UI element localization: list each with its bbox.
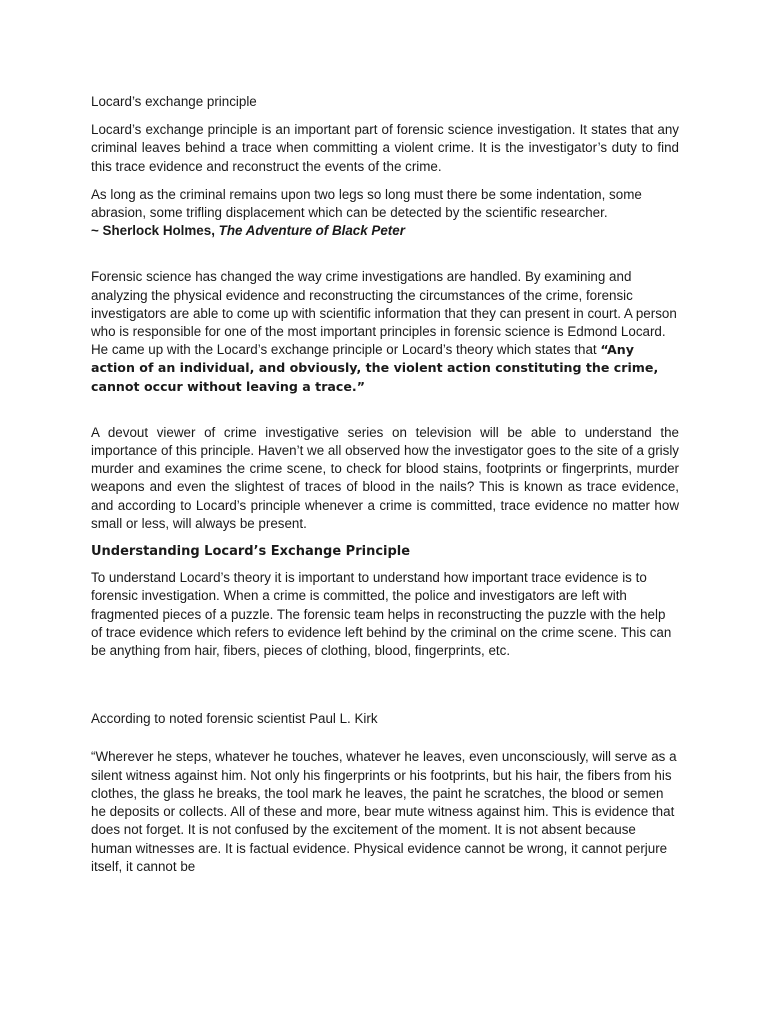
understand-paragraph: To understand Locard’s theory it is important to understand how important trace evidence is to forensic investigation. When a crime is committed, the police and investigators are left with fragmented pieces of a puzzle. The forensic team helps in reconstructing the puzzle with the help of trace evidence which refers to evidence left behind by the criminal on the crime scene. This can be anything from hair, fibers, pieces of clothing, blood, fingerprints, etc.	[91, 570, 672, 659]
document-title: Locard’s exchange principle	[91, 94, 257, 109]
forensic-paragraph-text: Forensic science has changed the way crime investigations are handled. By examining and analyzing the physical evidence and reconstructing the circumstances of the crime, forensic investigators are able to come up with scientific information that they can present in court. A person who is responsible for one of the most important principles in forensic science is Edmond Locard. He came up with the Locard’s exchange principle or Locard’s theory which states that	[91, 269, 677, 358]
kirk-intro: According to noted forensic scientist Paul L. Kirk	[91, 711, 378, 727]
intro-paragraph: Locard’s exchange principle is an important part of forensic science investigation. It states that any criminal leaves behind a trace when committing a violent crime. It is the investigator’s duty to find this trace evidence and reconstruct the events of the crime.	[91, 122, 679, 174]
holmes-attribution	[91, 222, 679, 240]
forensic-paragraph	[91, 268, 679, 395]
section-heading: Understanding Locard’s Exchange Principle	[91, 544, 411, 560]
locard-quote: “Any action of an individual, and obviously, the violent action constituting the crime, cannot occur without leaving a trace.”	[91, 342, 659, 394]
attribution-work: The Adventure of Black Peter	[218, 223, 405, 239]
kirk-quote: “Wherever he steps, whatever he touches, whatever he leaves, even unconsciously, will serve as a silent witness against him. Not only his fingerprints or his footprints, but his hair, the fibers from his clothes, the glass he breaks, the tool mark he leaves, the paint he scratches, the blood or semen he deposits or collects. All of these and more, bear mute witness against him. This is evidence that does not forget. It is not confused by the excitement of the moment. It is not absent because human witnesses are. It is factual evidence. Physical evidence cannot be wrong, it cannot perjure itself, it cannot be	[91, 749, 677, 874]
holmes-quote: As long as the criminal remains upon two legs so long must there be some indentation, some abrasion, some trifling displacement which can be detected by the scientific researcher.	[91, 186, 642, 221]
blank-space	[91, 670, 679, 710]
viewer-paragraph: A devout viewer of crime investigative series on television will be able to understand the importance of this principle. Haven’t we all observed how the investigator goes to the site of a grisly murder and examines the crime scene, to check for blood stains, footprints or fingerprints, murder weapons and even the slightest of traces of blood in the nails? This is known as trace evidence, and according to Locard’s principle whenever a crime is committed, trace evidence no matter how small or less, will always be present.	[91, 424, 679, 531]
attribution-prefix: ~ Sherlock Holmes,	[91, 223, 219, 239]
document-page	[91, 93, 679, 886]
